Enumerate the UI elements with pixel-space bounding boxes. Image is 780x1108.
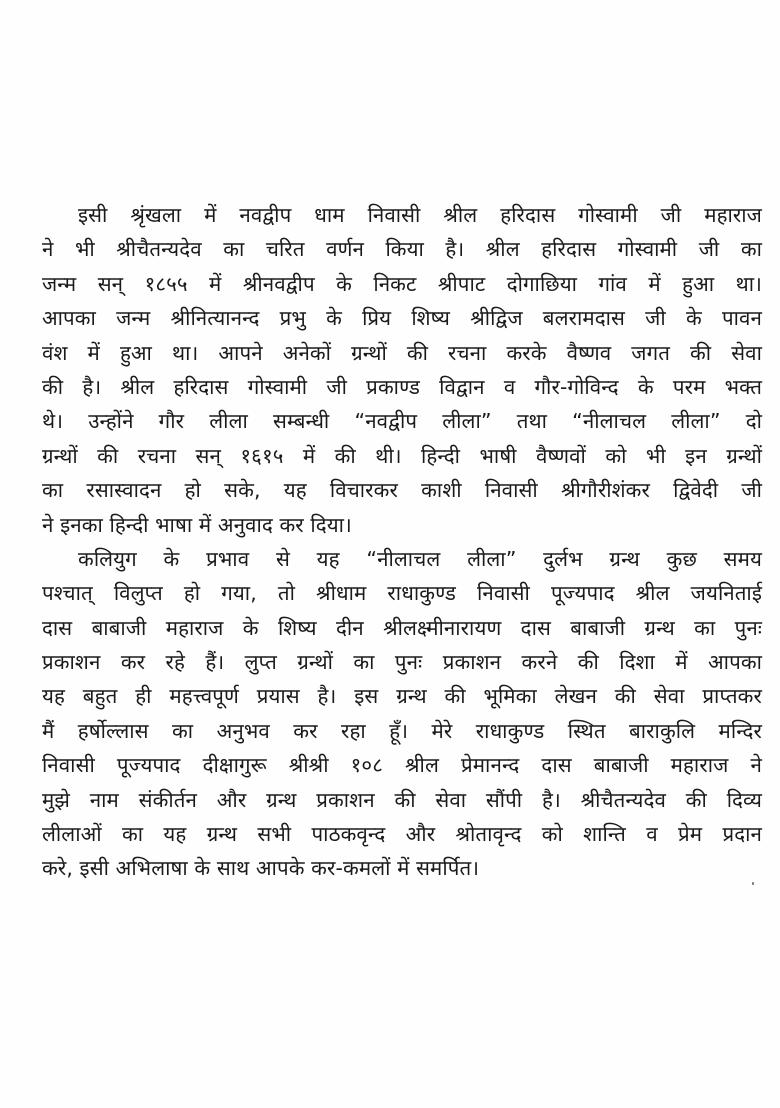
text-line: का रसास्वादन हो सके, यह विचारकर काशी निवासी श्रीगौरीशंकर द्विवेदी जी	[42, 478, 762, 503]
scan-speck	[752, 882, 754, 885]
text-line: निवासी पूज्यपाद दीक्षागुरू श्रीश्री १०८ श्रील प्रेमानन्द दास बाबाजी महाराज ने	[42, 753, 762, 778]
body-text	[42, 198, 762, 886]
paragraph-1	[42, 198, 762, 542]
text-line: वंश में हुआ था। आपने अनेकों ग्रन्थों की रचना करके वैष्णव जगत की सेवा	[42, 340, 762, 365]
text-line: आपका जन्म श्रीनित्यानन्द प्रभु के प्रिय शिष्य श्रीद्विज बलरामदास जी के पावन	[42, 306, 762, 331]
text-line: इसी श्रृंखला में नवद्वीप धाम निवासी श्रील हरिदास गोस्वामी जी महाराज	[78, 203, 762, 227]
text-line: करे, इसी अभिलाषा के साथ आपके कर-कमलों में समर्पित।	[42, 856, 480, 881]
text-line: मुझे नाम संकीर्तन और ग्रन्थ प्रकाशन की सेवा सौंपी है। श्रीचैतन्यदेव की दिव्य	[42, 787, 762, 812]
text-line: ने इनका हिन्दी भाषा में अनुवाद कर दिया।	[42, 512, 352, 537]
text-line: मैं हर्षोल्लास का अनुभव कर रहा हूँ। मेरे राधाकुण्ड स्थित बाराकुलि मन्दिर	[42, 718, 762, 743]
text-line: यह बहुत ही महत्त्वपूर्ण प्रयास है। इस ग्रन्थ की भूमिका लेखन की सेवा प्राप्तकर	[42, 684, 762, 709]
paragraph-2	[42, 542, 762, 886]
text-line: प्रकाशन कर रहे हैं। लुप्त ग्रन्थों का पुनः प्रकाशन करने की दिशा में आपका	[42, 650, 762, 675]
text-line: पश्चात् विलुप्त हो गया, तो श्रीधाम राधाकुण्ड निवासी पूज्यपाद श्रील जयनिताई	[42, 581, 762, 606]
text-line: दास बाबाजी महाराज के शिष्य दीन श्रीलक्ष्मीनारायण दास बाबाजी ग्रन्थ का पुनः	[42, 615, 762, 640]
text-line: ने भी श्रीचैतन्यदेव का चरित वर्णन किया है। श्रील हरिदास गोस्वामी जी का	[42, 237, 762, 262]
text-line: लीलाओं का यह ग्रन्थ सभी पाठकवृन्द और श्रोतावृन्द को शान्ति व प्रेम प्रदान	[42, 822, 762, 847]
text-line: ग्रन्थों की रचना सन् १६१५ में की थी। हिन्दी भाषी वैष्णवों को भी इन ग्रन्थों	[42, 443, 762, 468]
text-line: कलियुग के प्रभाव से यह “नीलाचल लीला” दुर्लभ ग्रन्थ कुछ समय	[78, 546, 762, 571]
text-line: की है। श्रील हरिदास गोस्वामी जी प्रकाण्ड विद्वान व गौर-गोविन्द के परम भक्त	[42, 374, 762, 399]
text-line: जन्म सन् १८५५ में श्रीनवद्वीप के निकट श्रीपाट दोगाछिया गांव में हुआ था।	[42, 271, 762, 296]
text-line: थे। उन्होंने गौर लीला सम्बन्धी “नवद्वीप लीला” तथा “नीलाचल लीला” दो	[42, 409, 762, 434]
